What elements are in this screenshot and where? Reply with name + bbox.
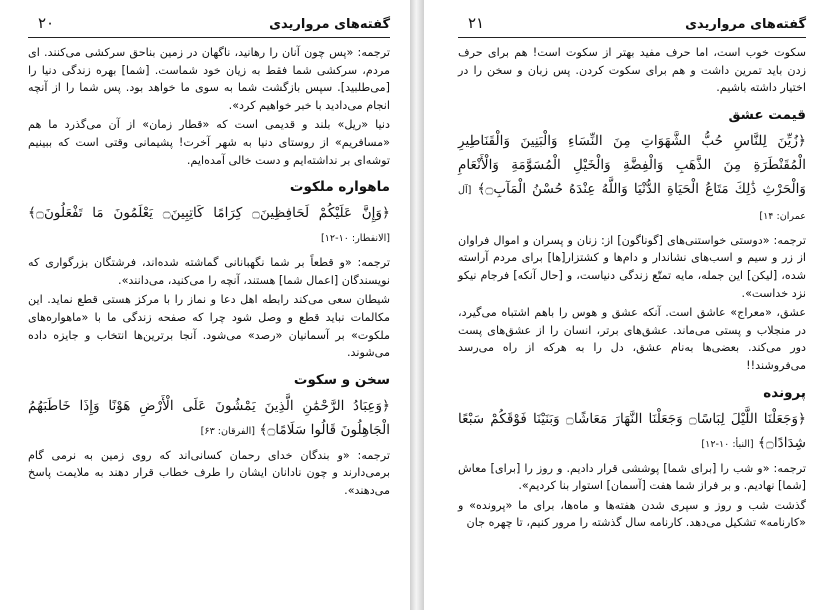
page-header bbox=[458, 14, 806, 38]
quran-verse bbox=[28, 394, 390, 444]
verse-reference: [آل عمران: ۱۴] bbox=[458, 184, 806, 222]
verse-reference: [الفرقان: ۶۳] bbox=[200, 425, 256, 437]
verse-text: ﴿وَإِنَّ عَلَيْكُمْ لَحَافِظِينَ۝ كِرَامًا كَاتِبِينَ۝ يَعْلَمُونَ مَا تَفْعَلُونَ۝﴾ bbox=[28, 205, 390, 222]
section-heading-speech-silence: سخن و سکوت bbox=[293, 371, 390, 388]
page-number: ۲۱ bbox=[468, 14, 485, 32]
translation-paragraph: ترجمه: «و قطعاً بر شما نگهبانانی گماشته شده‌اند، فرشتگان بزرگواری که نویسندگان [اعمال شما] هستند، آنچه را می‌کنید، می‌دانند». bbox=[28, 256, 390, 287]
quran-verse bbox=[28, 201, 390, 251]
verse-reference: [النبأ: ۱۰-۱۲] bbox=[701, 438, 754, 450]
page-21 bbox=[424, 0, 824, 610]
verse-reference: [الانفطار: ۱۰-۱۲] bbox=[321, 233, 390, 245]
running-title: گفته‌های مرواریدی bbox=[269, 17, 390, 32]
page-header bbox=[28, 14, 390, 38]
body-paragraph: دنیا «ریل» بلند و قدیمی است که «قطار زمان» از آن می‌گذرد ما هم «مسافریم» از روستای دنیا به شهر آخرت! پشیمانی وقتی است که ببینیم توشه‌ای بر نداشته‌ایم و دست خالی آمده‌ایم. bbox=[28, 118, 390, 167]
translation-paragraph: ترجمه: «و بندگان خدای رحمان کسانی‌اند که روی زمین به نرمی گام برمی‌دارند و چون نادانان ایشان را طرف خطاب قرار دهند به ملایمت پاسخ می‌دهند». bbox=[28, 448, 390, 497]
section-heading-malakut: ماهواره ملکوت bbox=[289, 179, 390, 196]
body-paragraph: سکوت خوب است، اما حرف مفید بهتر از سکوت است! هم برای حرف زدن باید تمرین داشت و هم برای سکوت کردن. پس زبان و سخن را در اختیار داشته باشیم. bbox=[458, 46, 806, 95]
page-number: ۲۰ bbox=[38, 14, 55, 32]
book-gutter bbox=[410, 0, 424, 610]
body-paragraph: عشق، «معراج» عاشق است. آنکه عشق و هوس را باهم اشتباه می‌گیرد، در منجلاب و پستی می‌ماند. عشق‌های برتر، انسان را از عشق‌های پست دور می‌کند. بعضی‌ها به‌نام عشق، دل را به هرکه از راه می‌رسد می‌فروشند!! bbox=[458, 306, 806, 372]
running-title: گفته‌های مرواریدی bbox=[685, 17, 806, 32]
body-paragraph: گذشت شب و روز و سپری شدن هفته‌ها و ماه‌ها، برای ما «پرونده» و «کارنامه» تشکیل می‌دهد. کارنامه سال گذشته را مرور کنیم، تا چهره جان bbox=[458, 498, 806, 530]
translation-paragraph: ترجمه: «دوستی خواستنی‌های [گوناگون] از: زنان و پسران و اموال فراوان از زر و سیم و اسب‌های نشاندار و دام‌ها و کشتزار[ها] برای مردم آراسته شده، [لیکن] این جمله، مایه تمتّع زندگی دنیاست، و [حال آنکه] فرجام نیکو نزد خداست». bbox=[458, 233, 806, 300]
translation-paragraph: ترجمه: «پس چون آنان را رهانید، ناگهان در زمین بناحق سرکشی می‌کنند. ای مردم، سرکشی شما فقط به زیان خود شماست. [شما] بهره زندگی دنیا را [می‌طلبید]. سپس بازگشت شما به سوی ما خواهد بود. پس شما را از آنچه انجام می‌دادید با خبر خواهیم کرد». bbox=[28, 46, 390, 112]
verse-text: ﴿وَجَعَلْنَا اللَّيْلَ لِبَاسًا۝ وَجَعَلْنَا النَّهَارَ مَعَاشًا۝ وَبَنَيْنَا فَوْقَكُمْ سَبْعًا شِدَادًا۝﴾ bbox=[458, 410, 806, 451]
section-heading-love: قیمت عشق bbox=[728, 106, 806, 123]
verse-text: ﴿زُيِّنَ لِلنَّاسِ حُبُّ الشَّهَوَاتِ مِنَ النِّسَاءِ وَالْبَنِينَ وَالْقَنَاطِيرِ الْمُقَنْطَرَةِ مِنَ الذَّهَبِ وَالْفِضَّةِ وَالْخَيْلِ الْمُسَوَّمَةِ وَالْأَنْعَامِ وَالْحَرْثِ ذَٰلِكَ مَتَاعُ الْحَيَاةِ الدُّنْيَا وَاللَّهُ عِنْدَهُ حُسْنُ الْمَآبِ۝﴾ bbox=[458, 132, 807, 197]
quran-verse bbox=[458, 129, 806, 229]
body-paragraph: شیطان سعی می‌کند رابطه اهل دعا و نماز را با مرکز هستی قطع نماید. این مکالمات نباید قطع و وصل شود چرا که صفحه زندگی ما با «ماهواره‌های ملکوت» بر آسمانیان «رصد» می‌شود. آنجا برترین‌ها انتخاب و جایزه داده می‌شوند. bbox=[28, 293, 390, 360]
page-20 bbox=[0, 0, 410, 610]
section-heading-record: پرونده bbox=[763, 384, 806, 401]
translation-paragraph: ترجمه: «و شب را [برای شما] پوششی قرار دادیم. و روز را [برای] معاش [شما] نهادیم. و بر فراز شما هفت [آسمان] استوار بنا کردیم». bbox=[458, 461, 806, 493]
quran-verse bbox=[458, 407, 806, 457]
verse-text: ﴿وَعِبَادُ الرَّحْمَٰنِ الَّذِينَ يَمْشُونَ عَلَى الْأَرْضِ هَوْنًا وَإِذَا خَاطَبَهُمُ الْجَاهِلُونَ قَالُوا سَلَامًا۝﴾ bbox=[28, 397, 390, 438]
